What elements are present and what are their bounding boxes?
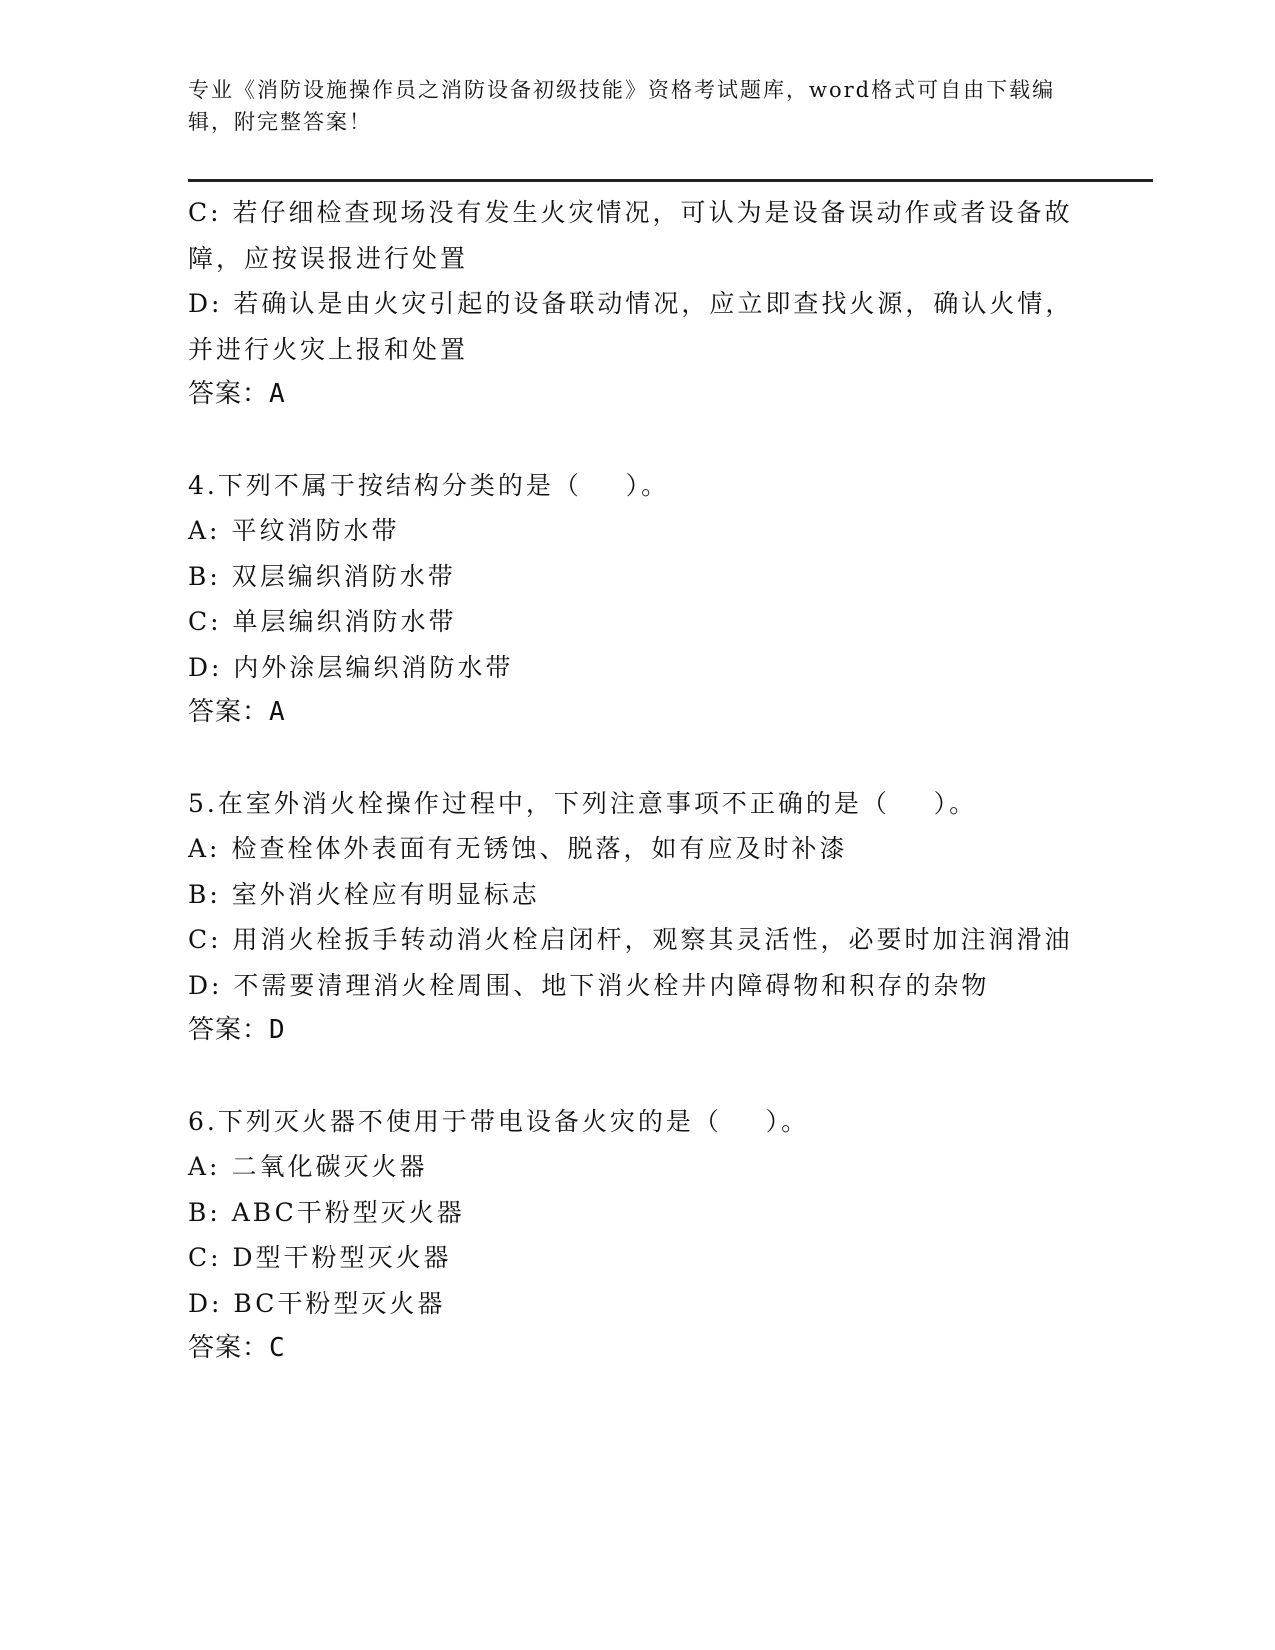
- option-c: C: D型干粉型灭火器: [188, 1243, 452, 1272]
- option-b: B: 双层编织消防水带: [188, 561, 456, 591]
- page-header: 专业《消防设施操作员之消防设备初级技能》资格考试题库，word格式可自由下载编辑，附完整答案！: [188, 78, 1056, 134]
- option-c: C: 用消火栓扳手转动消火栓启闭杆，观察其灵活性，必要时加注润滑油: [188, 925, 1073, 954]
- option-a: A: 检查栓体外表面有无锈蚀、脱落，如有应及时补漆: [188, 834, 848, 863]
- option-d: D: 若确认是由火灾引起的设备联动情况，应立即查找火源，确认火情，并进行火灾上报和处置: [188, 289, 1074, 364]
- option-b: B: ABC干粉型灭火器: [188, 1197, 465, 1227]
- question-stem: 5.在室外消火栓操作过程中，下列注意事项不正确的是（ ）。: [188, 788, 978, 818]
- answer-line: 答案：A: [188, 379, 286, 409]
- question-stem: 4.下列不属于按结构分类的是（ ）。: [188, 470, 670, 500]
- question-content: [188, 190, 1088, 1372]
- question-stem: 6.下列灭火器不使用于带电设备火灾的是（ ）。: [188, 1106, 810, 1136]
- question-4: [188, 463, 1088, 736]
- option-a: A: 二氧化碳灭火器: [188, 1152, 428, 1181]
- question-6: [188, 1099, 1088, 1372]
- option-a: A: 平纹消防水带: [188, 516, 400, 545]
- header-divider: [188, 179, 1153, 182]
- answer-line: 答案：D: [188, 1015, 286, 1045]
- option-d: D: 不需要清理消火栓周围、地下消火栓井内障碍物和积存的杂物: [188, 970, 990, 1000]
- option-b: B: 室外消火栓应有明显标志: [188, 879, 540, 909]
- option-d: D: 内外涂层编织消防水带: [188, 652, 514, 682]
- option-d: D: BC干粉型灭火器: [188, 1288, 446, 1318]
- option-c: C: 若仔细检查现场没有发生火灾情况，可认为是设备误动作或者设备故障，应按误报进行处置: [188, 198, 1073, 273]
- answer-line: 答案：A: [188, 697, 286, 727]
- option-c: C: 单层编织消防水带: [188, 607, 457, 636]
- question-5: [188, 781, 1088, 1054]
- partial-question: [188, 190, 1088, 418]
- answer-line: 答案：C: [188, 1333, 286, 1363]
